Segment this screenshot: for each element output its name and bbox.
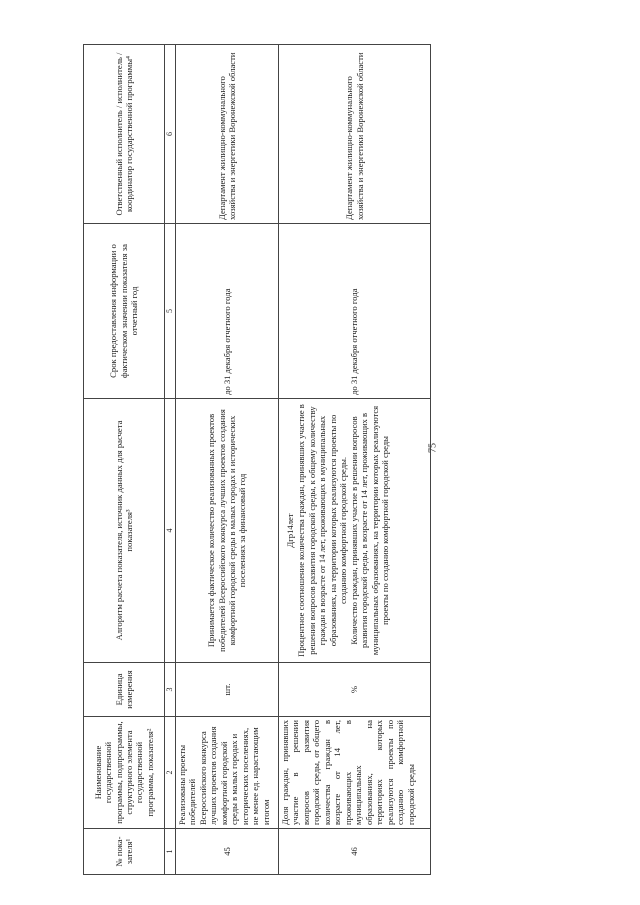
header-deadline: Срок предоставления информации о фактическом значении показателя за отчетный год bbox=[84, 224, 165, 399]
indicator-responsible: Департамент жилищно-коммунального хозяйства и энергетики Воронежской области bbox=[176, 45, 279, 224]
header-indicator-name: Наименование государственной программы, подпрограммы, структурного элемента государственной программы, показателя² bbox=[84, 717, 165, 829]
indicators-table bbox=[83, 44, 431, 875]
indicator-algorithm bbox=[279, 399, 431, 663]
indicator-responsible: Департамент жилищно-коммунального хозяйства и энергетики Воронежской области bbox=[279, 45, 431, 224]
header-unit: Единица измерения bbox=[84, 663, 165, 717]
rotated-table-container bbox=[83, 45, 428, 875]
indicator-name: Доля граждан, принявших участие в решении вопросов развития городской среды, от общего количества граждан в возрасте от 14 лет, проживающих в муниципальных образованиях, на территориях которых реализуются проекты по созданию комфортной городской среды bbox=[279, 717, 431, 829]
indicator-deadline: до 31 декабря отчетного года bbox=[279, 224, 431, 399]
indicator-name: Реализованы проекты победителей Всероссийского конкурса лучших проектов создания комфортной городской среды в малых городах и исторических поселениях, не менее ед. нарастающим итогом bbox=[176, 717, 279, 829]
indicator-unit: % bbox=[279, 663, 431, 717]
column-number: 1 bbox=[165, 829, 176, 875]
table-header-row bbox=[84, 45, 165, 875]
header-indicator-number: № пока-зателя¹ bbox=[84, 829, 165, 875]
indicator-algorithm bbox=[176, 399, 279, 663]
indicator-deadline: до 31 декабря отчетного года bbox=[176, 224, 279, 399]
page-number: 75 bbox=[427, 443, 439, 453]
column-number: 4 bbox=[165, 399, 176, 663]
indicator-algorithm-text: Процентное соотношение количества граждан, принявших участие в решении вопросов развития городской среды, к общему количеству граждан в возрасте от 14 лет, проживающих в муниципальных образованиях, на территории которых реализуются проекты по созданию комфортной городской среды. Количество граждан, принявших участие в решении вопросов развития городской среды, в возрасте от 14 лет, проживающих в муниципальных образованиях, на территории которых реализуются проекты по созданию комфортной городской среды bbox=[296, 404, 391, 657]
indicator-formula: Дгр14лет bbox=[285, 513, 295, 548]
table-row bbox=[176, 45, 279, 875]
column-number: 2 bbox=[165, 717, 176, 829]
indicator-number: 45 bbox=[176, 829, 279, 875]
column-number-row bbox=[165, 45, 176, 875]
indicator-algorithm-text: Принимается фактическое количество реализованных проектов победителей Всероссийского конкурса лучших проектов создания комфортной городской среды в малых городах и исторических поселениях за финансовый год bbox=[206, 409, 248, 652]
header-algorithm: Алгоритм расчета показателя, источник данных для расчета показателя³ bbox=[84, 399, 165, 663]
column-number: 3 bbox=[165, 663, 176, 717]
header-responsible: Ответственный исполнитель / исполнитель / координатор государственной программы⁴ bbox=[84, 45, 165, 224]
column-number: 6 bbox=[165, 45, 176, 224]
table-row bbox=[279, 45, 431, 875]
indicator-unit: шт. bbox=[176, 663, 279, 717]
indicator-number: 46 bbox=[279, 829, 431, 875]
column-number: 5 bbox=[165, 224, 176, 399]
